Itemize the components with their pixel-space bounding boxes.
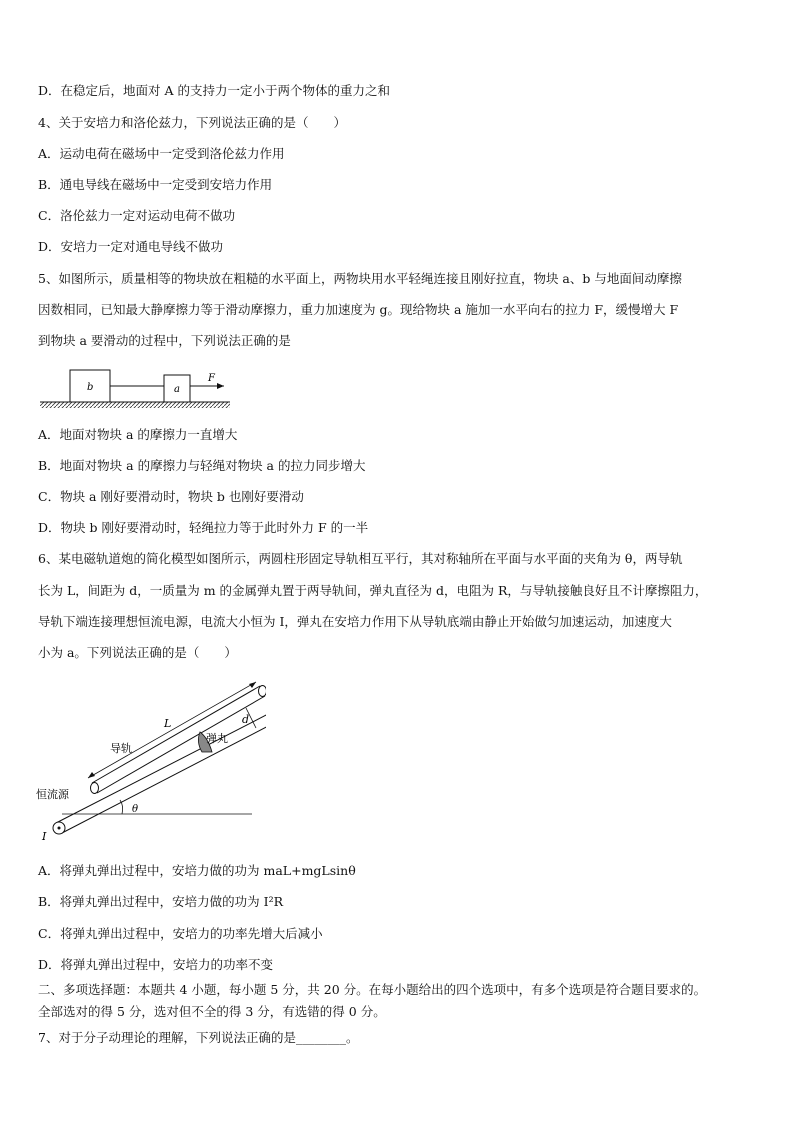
q5-option-a: A．地面对物块 a 的摩擦力一直增大 <box>38 427 238 442</box>
q5-stem-line-3: 到物块 a 要滑动的过程中，下列说法正确的是 <box>38 333 291 348</box>
q5-figure-blocks <box>36 362 236 414</box>
length-arrow-start <box>88 772 95 778</box>
section2-heading-line-1: 二、多项选择题：本题共 4 小题，每小题 5 分，共 20 分。在每小题给出的四个选项中，有多个选项是符合题目要求的。 <box>38 982 707 997</box>
length-label: L <box>164 717 172 730</box>
q5-option-b: B．地面对物块 a 的摩擦力与轻绳对物块 a 的拉力同步增大 <box>38 458 366 473</box>
q6-option-c: C．将弹丸弹出过程中，安培力的功率先增大后减小 <box>38 926 323 941</box>
block-a-label: a <box>174 384 180 395</box>
q5-option-c: C．物块 a 刚好要滑动时，物块 b 也刚好要滑动 <box>38 489 304 504</box>
lower-rail-edge-top <box>56 711 266 823</box>
current-label: I <box>42 830 47 843</box>
ground-hatch <box>40 402 230 408</box>
source-label: 恒流源 <box>36 788 69 801</box>
q6-option-b: B．将弹丸弹出过程中，安培力做的功为 I²R <box>38 894 284 909</box>
q6-figure-railgun <box>36 680 266 850</box>
force-arrow-head <box>217 383 224 389</box>
q7-stem: 7、对于分子动理论的理解，下列说法正确的是________。 <box>38 1030 359 1045</box>
q6-stem-line-2: 长为 L，间距为 d，一质量为 m 的金属弹丸置于两导轨间，弹丸直径为 d，电阻为 R，与导轨接触良好且不计摩擦阻力， <box>38 583 708 598</box>
upper-rail-end <box>259 686 267 697</box>
lower-rail-edge-bottom <box>62 721 266 833</box>
q6-option-d: D．将弹丸弹出过程中，安培力的功率不变 <box>38 957 274 972</box>
q4-option-b: B．通电导线在磁场中一定受到安培力作用 <box>38 177 273 192</box>
length-arrow-end <box>249 682 256 688</box>
spacing-label: d <box>242 713 250 726</box>
q5-option-d: D．物块 b 刚好要滑动时，轻绳拉力等于此时外力 F 的一半 <box>38 520 369 535</box>
q4-stem: 4、关于安培力和洛伦兹力，下列说法正确的是（ ） <box>38 115 346 130</box>
q4-option-a: A．运动电荷在磁场中一定受到洛伦兹力作用 <box>38 146 285 161</box>
upper-rail-edge-top <box>92 686 260 783</box>
q6-stem-line-4: 小为 a。下列说法正确的是（ ） <box>38 645 237 660</box>
q6-option-a: A．将弹丸弹出过程中，安培力做的功为 maL+mgLsinθ <box>38 863 356 878</box>
q6-stem-line-3: 导轨下端连接理想恒流电源，电流大小恒为 I，弹丸在安培力作用下从导轨底端由静止开始做匀加速运动，加速度大 <box>38 614 672 629</box>
angle-label: θ <box>132 804 139 815</box>
q4-option-d: D．安培力一定对通电导线不做功 <box>38 239 224 254</box>
q3-option-d: D．在稳定后，地面对 A 的支持力一定小于两个物体的重力之和 <box>38 83 390 98</box>
q6-stem-line-1: 6、某电磁轨道炮的简化模型如图所示，两圆柱形固定导轨相互平行，其对称轴所在平面与水平面的夹角为 θ，两导轨 <box>38 551 683 566</box>
q5-stem-line-2: 因数相同，已知最大静摩擦力等于滑动摩擦力，重力加速度为 g。现给物块 a 施加一水平向右的拉力 F，缓慢增大 F <box>38 302 679 317</box>
q4-option-c: C．洛伦兹力一定对运动电荷不做功 <box>38 208 236 223</box>
q5-stem-line-1: 5、如图所示，质量相等的物块放在粗糙的水平面上，两物块用水平轻绳连接且刚好拉直，物块 a、b 与地面间动摩擦 <box>38 271 682 286</box>
current-source-center <box>58 827 61 830</box>
block-b-label: b <box>87 382 94 393</box>
rail-label: 导轨 <box>110 742 132 755</box>
section2-heading-line-2: 全部选对的得 5 分，选对但不全的得 3 分，有选错的得 0 分。 <box>38 1004 386 1019</box>
force-label: F <box>208 373 215 384</box>
upper-rail-bottom-end <box>91 783 99 794</box>
bullet-label: 弹丸 <box>206 732 228 745</box>
